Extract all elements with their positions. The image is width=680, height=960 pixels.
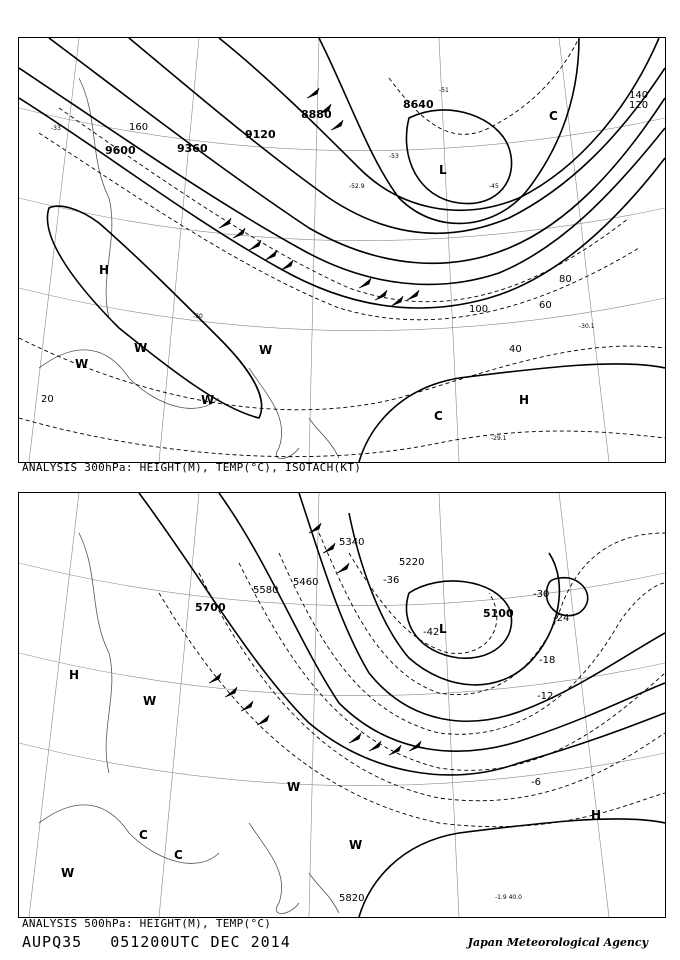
coastline xyxy=(39,533,339,914)
isotach-label: 80 xyxy=(559,274,572,285)
temp-label: -53 xyxy=(389,153,399,160)
chart-300hpa xyxy=(18,37,666,463)
isotherms xyxy=(159,533,665,827)
isotach-label: 160 xyxy=(129,122,149,133)
warm-marker: W xyxy=(287,780,301,794)
height-label: 8880 xyxy=(301,108,332,121)
caption-500hpa: ANALYSIS 500hPa: HEIGHT(M), TEMP(°C) xyxy=(22,917,272,930)
high-marker: H xyxy=(99,263,110,277)
warm-marker: W xyxy=(134,341,148,355)
height-label: 8640 xyxy=(403,98,434,111)
height-label: 9360 xyxy=(177,142,208,155)
temp-label: -33 xyxy=(51,125,61,132)
warm-marker: W xyxy=(259,343,273,357)
chart-500hpa-map xyxy=(19,493,665,917)
graticule xyxy=(19,38,665,462)
temp-label: -12 xyxy=(537,691,554,702)
warm-marker: W xyxy=(143,694,157,708)
isotach-label: 140 xyxy=(629,90,649,101)
temp-label: -30 xyxy=(533,589,550,600)
height-label: 5460 xyxy=(293,577,319,588)
chart-id: AUPQ35 xyxy=(22,933,83,951)
warm-marker: W xyxy=(75,357,89,371)
height-label: 9120 xyxy=(245,128,276,141)
temp-labels xyxy=(51,87,595,442)
height-labels xyxy=(105,98,434,157)
temp-label: -30.1 xyxy=(579,323,595,330)
caption-300hpa: ANALYSIS 300hPa: HEIGHT(M), TEMP(°C), ISOTACH(KT) xyxy=(22,461,362,474)
temp-label: -36 xyxy=(383,575,400,586)
high-marker: H xyxy=(69,668,80,682)
temp-label: -45 xyxy=(489,183,499,190)
cold-marker: C xyxy=(174,848,183,862)
isotach-label: 60 xyxy=(539,300,552,311)
warm-marker: W xyxy=(349,838,363,852)
temp-label: -6 xyxy=(531,777,541,788)
temp-label: -18 xyxy=(539,655,556,666)
cold-marker: C xyxy=(434,409,443,423)
high-marker: H xyxy=(591,808,602,822)
high-marker: H xyxy=(519,393,530,407)
cold-marker: C xyxy=(549,109,558,123)
height-label: 5220 xyxy=(399,557,425,568)
isotach-label: 40 xyxy=(509,344,522,355)
isotach-label: 120 xyxy=(629,100,649,111)
height-label: 9600 xyxy=(105,144,136,157)
low-marker: L xyxy=(439,163,447,177)
isotachs xyxy=(19,38,665,457)
valid-time: 051200UTC DEC 2014 xyxy=(110,933,291,951)
cold-marker: C xyxy=(139,828,148,842)
agency-name: Japan Meteorological Agency xyxy=(467,936,648,949)
isotach-label: 20 xyxy=(41,394,54,405)
chart-500hpa xyxy=(18,492,666,918)
temp-label: -29.1 xyxy=(491,435,507,442)
chart-300hpa-map xyxy=(19,38,665,462)
coastline xyxy=(39,78,339,459)
height-label: 5820 xyxy=(339,893,365,904)
height-label: 5340 xyxy=(339,537,365,548)
height-label: 5700 xyxy=(195,601,226,614)
chart-identifier xyxy=(22,933,319,951)
warm-marker: W xyxy=(61,866,75,880)
temp-label: -24 xyxy=(553,613,570,624)
height-contours xyxy=(19,38,665,462)
low-marker: L xyxy=(439,622,447,636)
temp-label: -52.9 xyxy=(349,183,365,190)
pressure-systems xyxy=(61,622,601,880)
temp-label: -30 xyxy=(193,313,203,320)
height-label: 5580 xyxy=(253,585,279,596)
warm-marker: W xyxy=(201,393,215,407)
height-label: 5100 xyxy=(483,607,514,620)
station-observation: -1.9 40.0 xyxy=(495,894,522,901)
temp-label: -42 xyxy=(423,627,440,638)
temp-label: -51 xyxy=(439,87,449,94)
isotach-label: 100 xyxy=(469,304,489,315)
